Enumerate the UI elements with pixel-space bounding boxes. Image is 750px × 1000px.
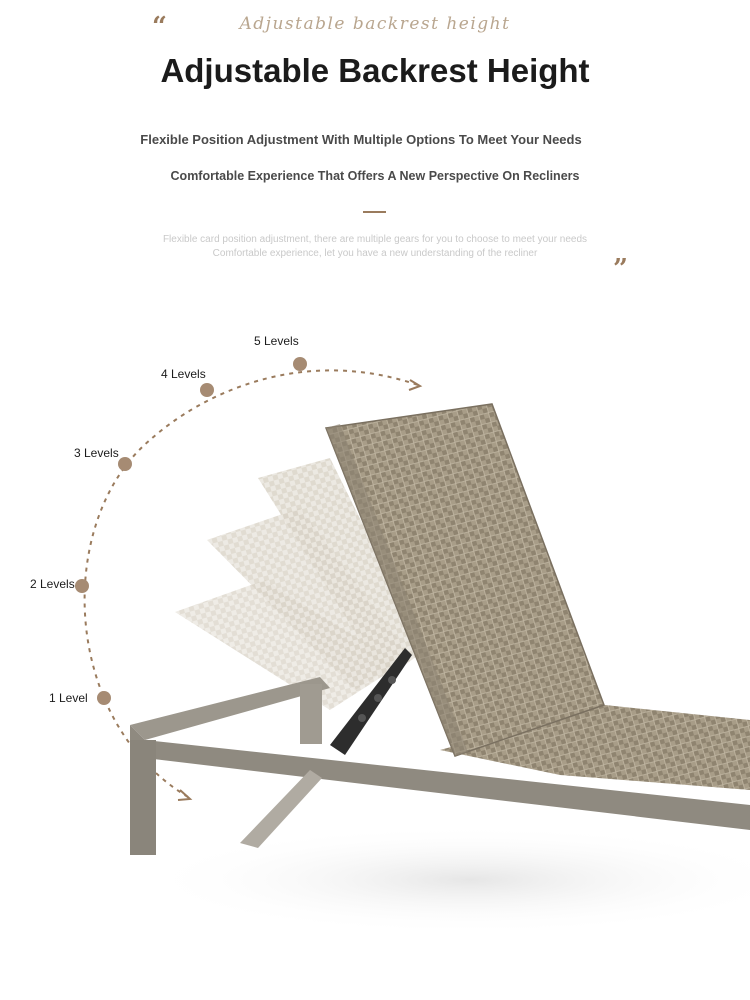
level-2-dot [75,579,89,593]
arc-arrow-top-icon [409,380,420,390]
faint-caption-1: Flexible card position adjustment, there are multiple gears for you to choose to meet your needs [162,234,588,245]
level-3-dot [118,457,132,471]
level-5-dot [293,357,307,371]
close-quote-icon: ” [613,254,628,284]
feature-line-2: Comfortable Experience That Offers A New Perspective On Recliners [170,169,580,183]
level-2-label: 2 Levels [30,577,75,591]
level-4-dot [200,383,214,397]
ratchet-notch-1 [358,714,366,722]
ratchet-notch-3 [388,676,396,684]
open-quote-icon: “ [152,12,167,42]
feature-line-1: Flexible Position Adjustment With Multiple Options To Meet Your Needs [140,132,582,147]
level-4-label: 4 Levels [161,367,206,381]
level-1-dot [97,691,111,705]
ratchet-notch-2 [374,694,382,702]
level-3-label: 3 Levels [74,446,119,460]
level-1-label: 1 Level [49,691,88,705]
divider [363,211,386,213]
frame-leg-back [300,684,322,744]
page-title: Adjustable Backrest Height [160,52,590,89]
level-5-label: 5 Levels [254,334,299,348]
recliner-illustration [0,280,750,1000]
script-subtitle: Adjustable backrest height [239,14,511,34]
faint-caption-2: Comfortable experience, let you have a new understanding of the recliner [212,248,538,259]
floor-shadow [140,825,750,935]
frame-leg-front [130,740,156,855]
